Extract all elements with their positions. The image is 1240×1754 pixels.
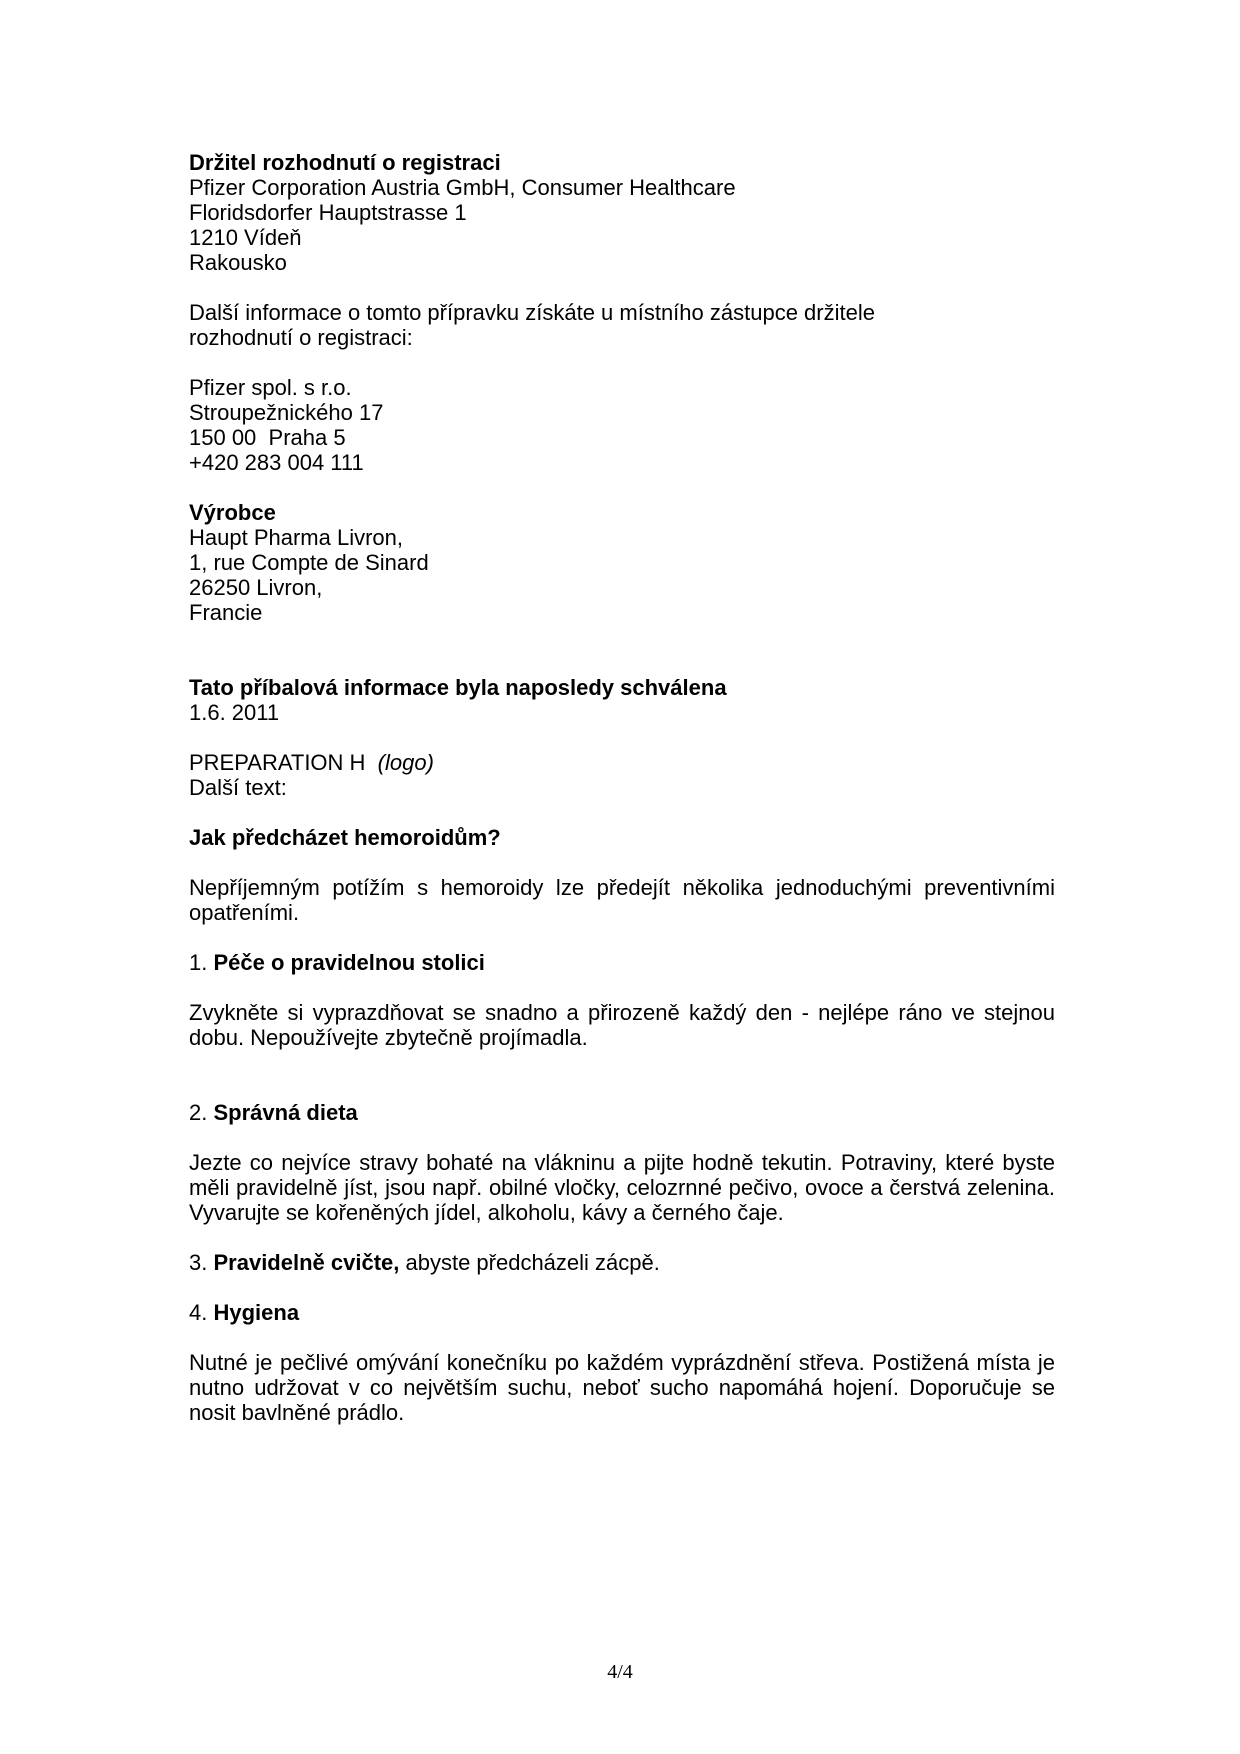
local-rep-line: 150 00 Praha 5	[189, 425, 346, 450]
preparation-line	[189, 750, 1055, 775]
approval-date: 1.6. 2011	[189, 700, 280, 725]
approval-heading: Tato příbalová informace byla naposledy schválena	[189, 675, 727, 700]
prevention-item-title: Správná dieta	[213, 1100, 358, 1125]
prevention-item-number: 4.	[189, 1300, 208, 1325]
prevention-item-text: Jezte co nejvíce stravy bohaté na vlákninu a pijte hodně tekutin. Potraviny, které byste měli pravidelně jíst, jsou např. obilné vločky, celozrnné pečivo, ovoce a čerstvá zelenina. Vyvarujte se kořeněných jídel, alkoholu, kávy a černého čaje.	[189, 1150, 1055, 1225]
holder-line: 1210 Vídeň	[189, 225, 302, 250]
manufacturer-line: Haupt Pharma Livron,	[189, 525, 403, 550]
prevention-item-number: 3.	[189, 1250, 208, 1275]
prevention-item-title: Péče o pravidelnou stolici	[213, 950, 485, 975]
local-rep-phone: +420 283 004 111	[189, 450, 364, 475]
local-rep-line: Pfizer spol. s r.o.	[189, 375, 352, 400]
document-page	[189, 150, 1055, 1425]
manufacturer-line: 1, rue Compte de Sinard	[189, 550, 429, 575]
preparation-logo-note: (logo)	[377, 750, 434, 775]
prevention-item-title: Hygiena	[213, 1300, 300, 1325]
page-number: 4/4	[607, 1661, 633, 1683]
manufacturer-heading: Výrobce	[189, 500, 276, 525]
prevention-item-number: 1.	[189, 950, 208, 975]
prevention-item-rest: abyste předcházeli zácpě.	[399, 1250, 660, 1275]
prevention-item-heading	[189, 1100, 1055, 1125]
local-rep-line: Stroupežnického 17	[189, 400, 384, 425]
local-info-text: Další informace o tomto přípravku získáte u místního zástupce držitele rozhodnutí o registraci:	[189, 300, 875, 350]
prevention-item-title: Pravidelně cvičte,	[213, 1250, 400, 1275]
holder-line: Pfizer Corporation Austria GmbH, Consumer Healthcare	[189, 175, 736, 200]
prevention-item-text: Zvykněte si vyprazdňovat se snadno a přirozeně každý den - nejlépe ráno ve stejnou dobu. Nepoužívejte zbytečně projímadla.	[189, 1000, 1055, 1050]
holder-line: Floridsdorfer Hauptstrasse 1	[189, 200, 467, 225]
prevention-item-number: 2.	[189, 1100, 208, 1125]
manufacturer-line: 26250 Livron,	[189, 575, 323, 600]
prevention-intro: Nepříjemným potížím s hemoroidy lze předejít několika jednoduchými preventivními opatřeními.	[189, 875, 1055, 925]
preparation-other-text: Další text:	[189, 775, 287, 800]
prevention-item-heading	[189, 950, 1055, 975]
preparation-name: PREPARATION H	[189, 750, 366, 775]
holder-heading: Držitel rozhodnutí o registraci	[189, 150, 501, 175]
prevention-item-text: Nutné je pečlivé omývání konečníku po každém vyprázdnění střeva. Postižená místa je nutno udržovat v co největším suchu, neboť sucho napomáhá hojení. Doporučuje se nosit bavlněné prádlo.	[189, 1350, 1055, 1425]
manufacturer-line: Francie	[189, 600, 263, 625]
prevention-item-heading	[189, 1300, 1055, 1325]
holder-line: Rakousko	[189, 250, 287, 275]
prevention-item-heading	[189, 1250, 1055, 1275]
prevention-heading: Jak předcházet hemoroidům?	[189, 825, 501, 850]
